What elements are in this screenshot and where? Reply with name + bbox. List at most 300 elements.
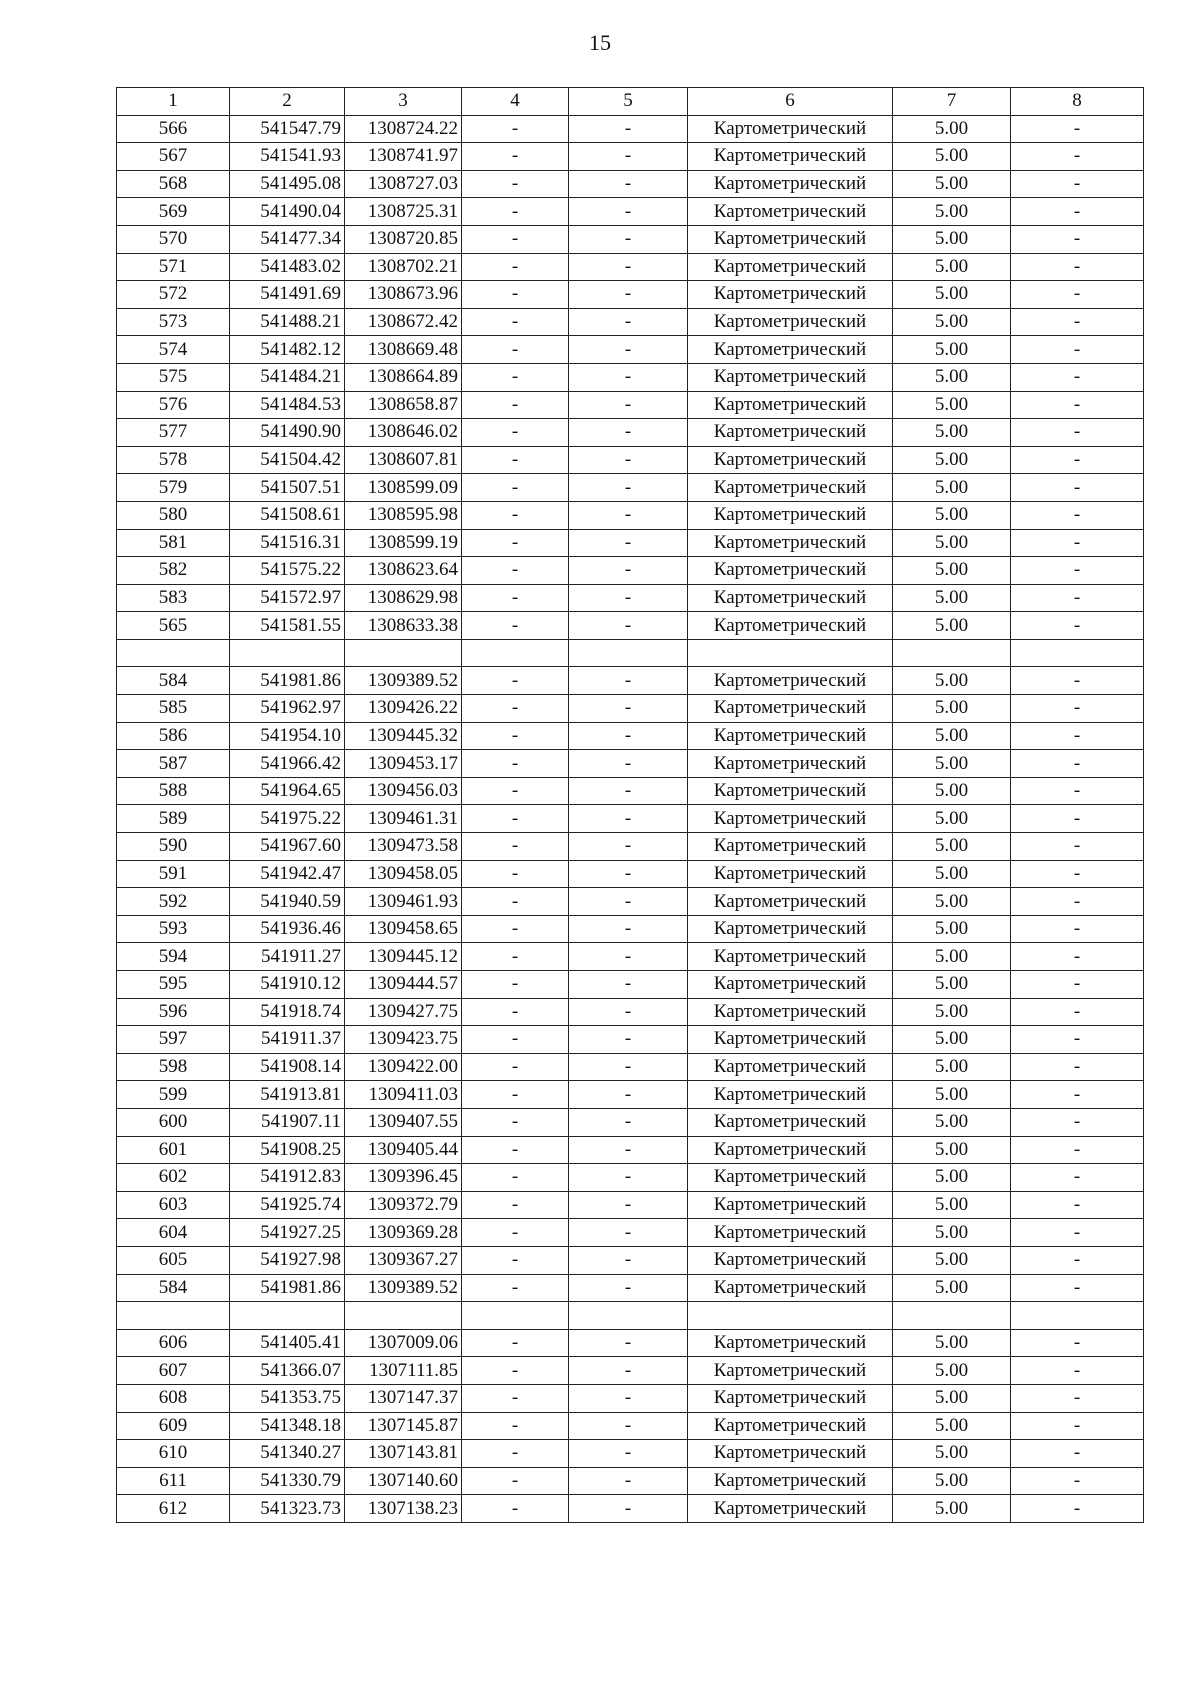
table-cell-col-2: 541491.69 [230, 281, 345, 309]
table-cell-col-7: 5.00 [893, 198, 1011, 226]
table-cell-col-5: - [569, 860, 688, 888]
table-cell-col-1: 583 [117, 584, 230, 612]
table-cell-col-8: - [1011, 253, 1144, 281]
table-cell-col-8: - [1011, 225, 1144, 253]
table-cell-col-8 [1011, 1302, 1144, 1330]
table-cell-col-1: 604 [117, 1219, 230, 1247]
table-cell-col-7: 5.00 [893, 557, 1011, 585]
table-cell-col-5: - [569, 198, 688, 226]
table-cell-col-7: 5.00 [893, 1081, 1011, 1109]
table-row [117, 1329, 1144, 1357]
table-cell-col-5: - [569, 281, 688, 309]
table-cell-col-8: - [1011, 998, 1144, 1026]
table-row [117, 805, 1144, 833]
table-cell-col-7: 5.00 [893, 1026, 1011, 1054]
table-cell-col-3: 1307111.85 [345, 1357, 462, 1385]
table-cell-col-7: 5.00 [893, 667, 1011, 695]
table-row [117, 1081, 1144, 1109]
table-cell-col-4 [462, 639, 569, 667]
table-cell-col-5: - [569, 253, 688, 281]
table-row [117, 308, 1144, 336]
table-cell-col-2 [230, 639, 345, 667]
table-row [117, 584, 1144, 612]
table-cell-col-1: 599 [117, 1081, 230, 1109]
table-cell-col-4: - [462, 281, 569, 309]
table-cell-col-4: - [462, 1274, 569, 1302]
table-row [117, 225, 1144, 253]
table-cell-col-5: - [569, 971, 688, 999]
table-cell-col-3: 1308669.48 [345, 336, 462, 364]
table-cell-col-5: - [569, 1108, 688, 1136]
table-cell-col-1: 576 [117, 391, 230, 419]
table-cell-col-7: 5.00 [893, 391, 1011, 419]
table-cell-col-8: - [1011, 943, 1144, 971]
table-cell-col-4: - [462, 805, 569, 833]
table-cell-col-6: Картометрический [688, 750, 893, 778]
table-cell-col-5: - [569, 1412, 688, 1440]
table-cell-col-6: Картометрический [688, 695, 893, 723]
table-cell-col-1: 605 [117, 1246, 230, 1274]
table-cell-col-2: 541572.97 [230, 584, 345, 612]
table-cell-col-2: 541962.97 [230, 695, 345, 723]
table-cell-col-2: 541940.59 [230, 888, 345, 916]
table-cell-col-7: 5.00 [893, 1357, 1011, 1385]
table-row [117, 170, 1144, 198]
table-cell-col-7: 5.00 [893, 943, 1011, 971]
table-cell-col-6: Картометрический [688, 1219, 893, 1247]
table-cell-col-2: 541911.37 [230, 1026, 345, 1054]
table-cell-col-1: 601 [117, 1136, 230, 1164]
table-cell-col-1: 584 [117, 667, 230, 695]
table-cell-col-6: Картометрический [688, 667, 893, 695]
table-cell-col-3: 1308672.42 [345, 308, 462, 336]
table-row [117, 1219, 1144, 1247]
table-cell-col-3: 1309426.22 [345, 695, 462, 723]
page-number: 15 [589, 30, 611, 55]
table-cell-col-8: - [1011, 363, 1144, 391]
table-cell-col-1: 600 [117, 1108, 230, 1136]
table-cell-col-4: - [462, 750, 569, 778]
table-cell-col-5: - [569, 1495, 688, 1523]
table-cell-col-3: 1309461.31 [345, 805, 462, 833]
table-cell-col-1: 574 [117, 336, 230, 364]
table-cell-col-7: 5.00 [893, 529, 1011, 557]
table-cell-col-2: 541482.12 [230, 336, 345, 364]
table-cell-col-3: 1309458.65 [345, 915, 462, 943]
table-cell-col-8: - [1011, 529, 1144, 557]
table-cell-col-1: 588 [117, 777, 230, 805]
table-cell-col-5: - [569, 777, 688, 805]
table-cell-col-5: - [569, 1026, 688, 1054]
table-cell-col-8: - [1011, 474, 1144, 502]
table-cell-col-6: Картометрический [688, 446, 893, 474]
table-cell-col-3: 1308599.19 [345, 529, 462, 557]
table-cell-col-6: Картометрический [688, 1412, 893, 1440]
table-cell-col-5: - [569, 1053, 688, 1081]
table-row [117, 198, 1144, 226]
table-cell-col-4: - [462, 1384, 569, 1412]
table-cell-col-7: 5.00 [893, 612, 1011, 640]
table-cell-col-2: 541488.21 [230, 308, 345, 336]
table-cell-col-4: - [462, 529, 569, 557]
table-cell-col-7: 5.00 [893, 446, 1011, 474]
table-cell-col-3: 1308664.89 [345, 363, 462, 391]
table-cell-col-5: - [569, 667, 688, 695]
table-cell-col-8: - [1011, 170, 1144, 198]
table-cell-col-6: Картометрический [688, 805, 893, 833]
table-cell-col-8: - [1011, 1412, 1144, 1440]
table-cell-col-6: Картометрический [688, 1467, 893, 1495]
header-cell-col-7: 7 [893, 88, 1011, 116]
table-cell-col-4: - [462, 363, 569, 391]
coordinates-table [116, 87, 1144, 1523]
table-cell-col-1: 590 [117, 833, 230, 861]
table-row [117, 1164, 1144, 1192]
table-cell-col-8: - [1011, 860, 1144, 888]
table-cell-col-5: - [569, 695, 688, 723]
table-row [117, 860, 1144, 888]
table-body [117, 88, 1144, 1523]
table-cell-col-5: - [569, 612, 688, 640]
table-cell-col-2: 541913.81 [230, 1081, 345, 1109]
table-row [117, 998, 1144, 1026]
table-cell-col-4: - [462, 391, 569, 419]
table-cell-col-6: Картометрический [688, 501, 893, 529]
table-cell-col-1: 565 [117, 612, 230, 640]
table-cell-col-8: - [1011, 1081, 1144, 1109]
table-cell-col-4: - [462, 915, 569, 943]
table-cell-col-8: - [1011, 1053, 1144, 1081]
table-cell-col-4: - [462, 1191, 569, 1219]
table-cell-col-2 [230, 1302, 345, 1330]
table-cell-col-5: - [569, 529, 688, 557]
table-cell-col-6: Картометрический [688, 1026, 893, 1054]
table-row [117, 391, 1144, 419]
table-cell-col-6: Картометрический [688, 281, 893, 309]
table-row [117, 1440, 1144, 1468]
table-cell-col-3: 1307138.23 [345, 1495, 462, 1523]
table-cell-col-8: - [1011, 1384, 1144, 1412]
table-cell-col-5: - [569, 225, 688, 253]
table-cell-col-4: - [462, 1108, 569, 1136]
table-cell-col-2: 541330.79 [230, 1467, 345, 1495]
table-cell-col-7: 5.00 [893, 915, 1011, 943]
table-cell-col-8: - [1011, 667, 1144, 695]
table-cell-col-5: - [569, 805, 688, 833]
table-cell-col-4: - [462, 1495, 569, 1523]
table-cell-col-6: Картометрический [688, 225, 893, 253]
table-cell-col-2: 541504.42 [230, 446, 345, 474]
table-cell-col-7: 5.00 [893, 1274, 1011, 1302]
table-cell-col-7: 5.00 [893, 971, 1011, 999]
table-cell-col-4: - [462, 225, 569, 253]
table-cell-col-2: 541912.83 [230, 1164, 345, 1192]
table-cell-col-7: 5.00 [893, 143, 1011, 171]
table-cell-col-5: - [569, 1081, 688, 1109]
table-cell-col-2: 541936.46 [230, 915, 345, 943]
table-cell-col-3: 1308595.98 [345, 501, 462, 529]
table-cell-col-1: 571 [117, 253, 230, 281]
table-cell-col-1: 587 [117, 750, 230, 778]
table-cell-col-6: Картометрический [688, 1440, 893, 1468]
table-cell-col-2: 541927.25 [230, 1219, 345, 1247]
table-cell-col-3: 1308607.81 [345, 446, 462, 474]
table-cell-col-3: 1309372.79 [345, 1191, 462, 1219]
table-row [117, 1495, 1144, 1523]
table-cell-col-5 [569, 639, 688, 667]
table-cell-col-5: - [569, 336, 688, 364]
table-cell-col-5: - [569, 115, 688, 143]
table-cell-col-5: - [569, 998, 688, 1026]
table-cell-col-3: 1308720.85 [345, 225, 462, 253]
table-cell-col-4: - [462, 170, 569, 198]
table-cell-col-3 [345, 639, 462, 667]
table-cell-col-1: 609 [117, 1412, 230, 1440]
table-cell-col-2: 541581.55 [230, 612, 345, 640]
table-cell-col-4: - [462, 1246, 569, 1274]
table-cell-col-4: - [462, 971, 569, 999]
table-cell-col-7: 5.00 [893, 1440, 1011, 1468]
table-cell-col-8: - [1011, 833, 1144, 861]
table-cell-col-4: - [462, 143, 569, 171]
table-cell-col-4: - [462, 1081, 569, 1109]
table-cell-col-4 [462, 1302, 569, 1330]
table-cell-col-3: 1309411.03 [345, 1081, 462, 1109]
table-cell-col-7: 5.00 [893, 1384, 1011, 1412]
table-cell-col-4: - [462, 1219, 569, 1247]
table-cell-col-4: - [462, 557, 569, 585]
table-cell-col-8: - [1011, 115, 1144, 143]
table-cell-col-7 [893, 639, 1011, 667]
table-cell-col-6: Картометрический [688, 1136, 893, 1164]
table-cell-col-6: Картометрический [688, 391, 893, 419]
table-cell-col-5: - [569, 1191, 688, 1219]
table-cell-col-4: - [462, 308, 569, 336]
table-cell-col-2: 541927.98 [230, 1246, 345, 1274]
table-cell-col-4: - [462, 612, 569, 640]
table-cell-col-5: - [569, 1164, 688, 1192]
table-cell-col-6: Картометрический [688, 1053, 893, 1081]
table-cell-col-5: - [569, 915, 688, 943]
table-cell-col-5: - [569, 446, 688, 474]
table-cell-col-4: - [462, 943, 569, 971]
table-cell-col-5: - [569, 363, 688, 391]
table-cell-col-6: Картометрический [688, 943, 893, 971]
header-cell-col-2: 2 [230, 88, 345, 116]
table-cell-col-4: - [462, 667, 569, 695]
table-cell-col-4: - [462, 833, 569, 861]
table-row [117, 557, 1144, 585]
table-cell-col-8: - [1011, 281, 1144, 309]
table-cell-col-1: 608 [117, 1384, 230, 1412]
table-row [117, 1026, 1144, 1054]
table-cell-col-1: 589 [117, 805, 230, 833]
table-cell-col-1: 592 [117, 888, 230, 916]
table-cell-col-8: - [1011, 612, 1144, 640]
table-cell-col-8: - [1011, 777, 1144, 805]
table-cell-col-3: 1308599.09 [345, 474, 462, 502]
table-cell-col-5: - [569, 391, 688, 419]
table-cell-col-2: 541907.11 [230, 1108, 345, 1136]
table-cell-col-2: 541966.42 [230, 750, 345, 778]
table-cell-col-7: 5.00 [893, 474, 1011, 502]
table-cell-col-1: 606 [117, 1329, 230, 1357]
table-cell-col-5: - [569, 557, 688, 585]
table-cell-col-7: 5.00 [893, 1246, 1011, 1274]
table-cell-col-1: 584 [117, 1274, 230, 1302]
table-cell-col-3: 1309389.52 [345, 667, 462, 695]
table-cell-col-3: 1308727.03 [345, 170, 462, 198]
table-cell-col-6: Картометрический [688, 143, 893, 171]
table-cell-col-3: 1309367.27 [345, 1246, 462, 1274]
table-cell-col-4: - [462, 1440, 569, 1468]
table-cell-col-7: 5.00 [893, 281, 1011, 309]
table-cell-col-4: - [462, 1026, 569, 1054]
table-cell-col-2: 541547.79 [230, 115, 345, 143]
table-row [117, 750, 1144, 778]
table-cell-col-6: Картометрический [688, 1384, 893, 1412]
table-cell-col-2: 541477.34 [230, 225, 345, 253]
table-cell-col-1: 568 [117, 170, 230, 198]
table-cell-col-6: Картометрический [688, 1108, 893, 1136]
table-cell-col-1: 602 [117, 1164, 230, 1192]
table-cell-col-7: 5.00 [893, 722, 1011, 750]
table-cell-col-7: 5.00 [893, 777, 1011, 805]
table-cell-col-3: 1309407.55 [345, 1108, 462, 1136]
table-cell-col-5: - [569, 1467, 688, 1495]
table-cell-col-7: 5.00 [893, 115, 1011, 143]
table-cell-col-6: Картометрический [688, 1081, 893, 1109]
table-cell-col-5: - [569, 308, 688, 336]
table-cell-col-5: - [569, 1329, 688, 1357]
table-cell-col-3: 1308633.38 [345, 612, 462, 640]
table-cell-col-8: - [1011, 1467, 1144, 1495]
table-cell-col-3: 1309453.17 [345, 750, 462, 778]
table-row [117, 1136, 1144, 1164]
header-cell-col-1: 1 [117, 88, 230, 116]
table-row [117, 695, 1144, 723]
table-cell-col-1: 577 [117, 419, 230, 447]
table-cell-col-5: - [569, 419, 688, 447]
table-cell-col-2: 541964.65 [230, 777, 345, 805]
table-cell-col-5: - [569, 943, 688, 971]
table-cell-col-4: - [462, 115, 569, 143]
table-cell-col-2: 541967.60 [230, 833, 345, 861]
table-cell-col-5: - [569, 888, 688, 916]
table-header-row [117, 88, 1144, 116]
table-cell-col-2: 541516.31 [230, 529, 345, 557]
table-cell-col-8: - [1011, 1191, 1144, 1219]
table-cell-col-2: 541340.27 [230, 1440, 345, 1468]
table-cell-col-2: 541908.14 [230, 1053, 345, 1081]
table-cell-col-3: 1309427.75 [345, 998, 462, 1026]
table-cell-col-1: 603 [117, 1191, 230, 1219]
table-cell-col-4: - [462, 446, 569, 474]
table-cell-col-2: 541942.47 [230, 860, 345, 888]
table-cell-col-5: - [569, 1440, 688, 1468]
header-cell-col-3: 3 [345, 88, 462, 116]
table-cell-col-4: - [462, 860, 569, 888]
table-cell-col-5: - [569, 584, 688, 612]
table-cell-col-3: 1307147.37 [345, 1384, 462, 1412]
table-cell-col-1: 578 [117, 446, 230, 474]
table-cell-col-5: - [569, 750, 688, 778]
table-cell-col-1: 581 [117, 529, 230, 557]
table-cell-col-3: 1309456.03 [345, 777, 462, 805]
table-row [117, 888, 1144, 916]
table-cell-col-4: - [462, 584, 569, 612]
table-cell-col-5: - [569, 170, 688, 198]
table-cell-col-2: 541490.04 [230, 198, 345, 226]
table-cell-col-8: - [1011, 446, 1144, 474]
table-cell-col-2: 541975.22 [230, 805, 345, 833]
table-cell-col-1: 586 [117, 722, 230, 750]
table-cell-col-7: 5.00 [893, 888, 1011, 916]
table-cell-col-8: - [1011, 1274, 1144, 1302]
table-cell-col-3: 1309369.28 [345, 1219, 462, 1247]
table-cell-col-4: - [462, 474, 569, 502]
table-cell-col-3: 1309396.45 [345, 1164, 462, 1192]
table-cell-col-3: 1309461.93 [345, 888, 462, 916]
table-cell-col-6: Картометрический [688, 253, 893, 281]
table-cell-col-8: - [1011, 750, 1144, 778]
table-row [117, 115, 1144, 143]
table-cell-col-8: - [1011, 198, 1144, 226]
table-cell-col-7: 5.00 [893, 1164, 1011, 1192]
table-cell-col-8: - [1011, 722, 1144, 750]
table-cell-col-2: 541908.25 [230, 1136, 345, 1164]
table-row [117, 777, 1144, 805]
table-cell-col-7: 5.00 [893, 363, 1011, 391]
table-cell-col-3: 1309458.05 [345, 860, 462, 888]
table-cell-col-3: 1308658.87 [345, 391, 462, 419]
table-cell-col-3: 1308646.02 [345, 419, 462, 447]
table-cell-col-1: 572 [117, 281, 230, 309]
table-cell-col-3: 1307140.60 [345, 1467, 462, 1495]
table-cell-col-1: 573 [117, 308, 230, 336]
table-cell-col-6: Картометрический [688, 612, 893, 640]
table-cell-col-5: - [569, 474, 688, 502]
table-cell-col-7: 5.00 [893, 253, 1011, 281]
table-cell-col-6: Картометрический [688, 915, 893, 943]
table-cell-col-7: 5.00 [893, 308, 1011, 336]
table-cell-col-6: Картометрический [688, 1164, 893, 1192]
table-cell-col-6: Картометрический [688, 888, 893, 916]
table-cell-col-1: 597 [117, 1026, 230, 1054]
table-cell-col-6: Картометрический [688, 419, 893, 447]
table-cell-col-8: - [1011, 1329, 1144, 1357]
table-cell-col-2: 541323.73 [230, 1495, 345, 1523]
table-cell-col-4: - [462, 253, 569, 281]
table-cell-col-1: 594 [117, 943, 230, 971]
table-cell-col-5: - [569, 501, 688, 529]
table-cell-col-6: Картометрический [688, 170, 893, 198]
table-row [117, 446, 1144, 474]
table-cell-col-5: - [569, 143, 688, 171]
table-cell-col-6: Картометрический [688, 336, 893, 364]
table-cell-col-7: 5.00 [893, 501, 1011, 529]
header-cell-col-4: 4 [462, 88, 569, 116]
table-cell-col-1 [117, 1302, 230, 1330]
table-cell-col-1: 593 [117, 915, 230, 943]
table-cell-col-6: Картометрический [688, 308, 893, 336]
table-cell-col-3 [345, 1302, 462, 1330]
table-cell-col-7: 5.00 [893, 419, 1011, 447]
table-cell-col-2: 541348.18 [230, 1412, 345, 1440]
table-cell-col-2: 541541.93 [230, 143, 345, 171]
table-cell-col-2: 541981.86 [230, 1274, 345, 1302]
table-cell-col-6: Картометрический [688, 1191, 893, 1219]
